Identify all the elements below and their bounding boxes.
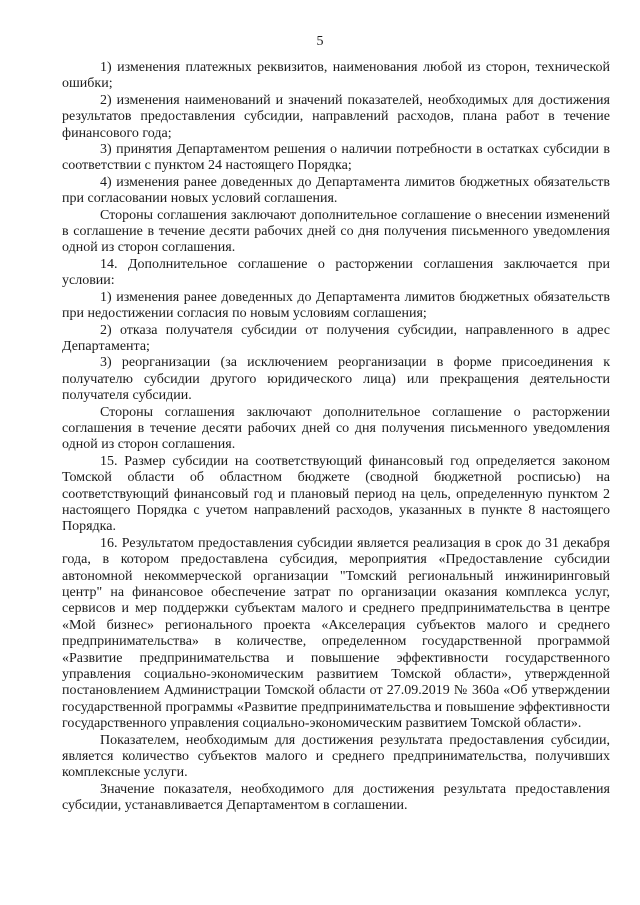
paragraph-indicator: Показателем, необходимым для достижения результата предоставления субсидии, является количество субъектов малого и среднего предпринимательства, получивших комплексные услуги. xyxy=(62,732,610,781)
paragraph-termination-item-3: 3) реорганизации (за исключением реорганизации в форме присоединения к получателю субсидии другого юридического лица) или прекращения деятельности получателя субсидии. xyxy=(62,355,610,404)
paragraph-item-1-payment-details: 1) изменения платежных реквизитов, наименования любой из сторон, технической ошибки; xyxy=(62,60,610,92)
paragraph-item-2-indicators: 2) изменения наименований и значений показателей, необходимых для достижения результатов предоставления субсидии, направлений расходов, плана работ в течение финансового года; xyxy=(62,92,610,141)
paragraph-item-4-budget-limits: 4) изменения ранее доведенных до Департамента лимитов бюджетных обязательств при согласовании новых условий соглашения. xyxy=(62,174,610,207)
paragraph-clause-16: 16. Результатом предоставления субсидии является реализация в срок до 31 декабря года, в котором предоставлена субсидия, мероприятия «Предоставление субсидии автономной некоммерческой организации "Томский региональный инжиниринговый центр" на финансовое обеспечение затрат по организации оказания комплекса услуг, сервисов и мер поддержки субъектам малого и среднего предпринимательства в центре «Мой бизнес» регионального проекта «Акселерация субъектов малого и среднего предпринимательства» в количестве, определенном государственной программой «Развитие предпринимательства и повышение эффективности государственного управления социально-экономическим развитием Томской области», утвержденной постановлением Администрации Томской области от 27.09.2019 № 360а «Об утверждении государственной программы «Развитие предпринимательства и повышение эффективности государственного управления социально-экономическим развитием Томской области». xyxy=(62,535,610,732)
paragraph-clause-14: 14. Дополнительное соглашение о расторжении соглашения заключается при условии: xyxy=(62,256,610,289)
page-number: 5 xyxy=(316,34,324,49)
document-body xyxy=(62,60,610,815)
paragraph-item-3-remaining-subsidy: 3) принятия Департаментом решения о наличии потребности в остатках субсидии в соответствии с пунктом 24 настоящего Порядка; xyxy=(62,142,610,174)
paragraph-indicator-value: Значение показателя, необходимого для достижения результата предоставления субсидии, устанавливается Департаментом в соглашении. xyxy=(62,781,610,814)
paragraph-termination-item-2: 2) отказа получателя субсидии от получения субсидии, направленного в адрес Департамента; xyxy=(62,322,610,354)
paragraph-termination-agreement: Стороны соглашения заключают дополнительное соглашение о расторжении соглашения в течение десяти рабочих дней со дня получения письменного уведомления одной из сторон соглашения. xyxy=(62,404,610,453)
paragraph-clause-15: 15. Размер субсидии на соответствующий финансовый год определяется законом Томской области об областном бюджете (сводной бюджетной росписью) на соответствующий финансовый год и плановый период на цель, определенную пунктом 2 настоящего Порядка с учетом направлений расходов, указанных в пункте 8 настоящего Порядка. xyxy=(62,453,610,535)
paragraph-termination-item-1: 1) изменения ранее доведенных до Департамента лимитов бюджетных обязательств при недостижении согласия по новым условиям соглашения; xyxy=(62,289,610,322)
paragraph-amendment-agreement: Стороны соглашения заключают дополнительное соглашение о внесении изменений в соглашение в течение десяти рабочих дней со дня получения письменного уведомления одной из сторон соглашения. xyxy=(62,207,610,256)
